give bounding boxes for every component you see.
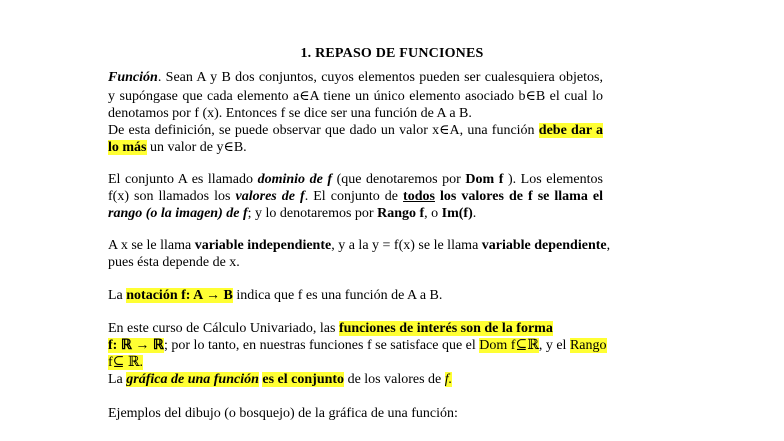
term-valores: valores de f	[235, 189, 305, 204]
definition-term: Función	[108, 70, 158, 85]
term-dominio: dominio de f	[257, 172, 333, 187]
course-line-1: En este curso de Cálculo Univariado, las funciones de interés son de la forma	[108, 321, 553, 336]
page-title: 1. REPASO DE FUNCIONES	[300, 46, 484, 61]
highlight-conjunto: es el conjunto	[262, 372, 345, 387]
domain-line-3: rango (o la imagen) de f; y lo denotaremos por Rango f, o Im(f).	[108, 206, 477, 221]
term-variable-independiente: variable independiente	[194, 238, 332, 253]
notation-line: La notación f: A → B indica que f es una función de A a B.	[108, 288, 443, 303]
highlight-f-subset: f⊆ ℝ.	[108, 355, 144, 370]
course-line-2: f: ℝ → ℝ; por lo tanto, en nuestras funciones f se satisface que el Dom f⊆ℝ, y el Rango	[108, 338, 607, 353]
domain-line-1: El conjunto A es llamado dominio de f (que denotaremos por Dom f ). Los elementos	[108, 172, 603, 187]
domain-line-2: f(x) son llamados los valores de f. El conjunto de todos los valores de f se llama el	[108, 189, 603, 204]
highlight-f: f.	[444, 372, 453, 387]
highlight-dom: Dom f⊆ℝ	[479, 338, 539, 353]
term-todos: todos	[403, 189, 435, 204]
highlight-rango: Rango	[569, 338, 607, 353]
highlight-lo-mas: lo más	[108, 140, 147, 155]
course-line-3	[108, 354, 143, 371]
highlight-debe-dar: debe dar a	[538, 123, 604, 138]
observation-line-1: De esta definición, se puede observar que dado un valor x∈A, una función debe dar a	[108, 123, 604, 138]
term-variable-dependiente: variable dependiente	[481, 238, 607, 253]
definition-line-3: denotamos por f (x). Entonces f se dice ser una función de A a B.	[108, 106, 472, 121]
highlight-notacion: notación f: A → B	[126, 288, 233, 303]
definition-line-1: Función. Sean A y B dos conjuntos, cuyos elementos pueden ser cualesquiera objetos,	[108, 70, 603, 85]
variables-line-1: A x se le llama variable independiente, y a la y = f(x) se le llama variable dependiente,	[108, 238, 611, 253]
term-rango: rango (o la imagen) de f	[108, 206, 248, 221]
course-line-4: La gráfica de una función es el conjunto de los valores de f.	[108, 372, 453, 387]
definition-line-2: y supóngase que cada elemento a∈A tiene un único elemento asociado b∈B el cual lo	[108, 89, 603, 104]
highlight-grafica: gráfica de una función	[126, 372, 259, 387]
observation-line-2: lo más un valor de y∈B.	[108, 140, 247, 155]
highlight-f-r-r: f: ℝ → ℝ	[108, 338, 164, 353]
highlight-funciones-interes: funciones de interés son de la forma	[338, 321, 553, 336]
variables-line-2: pues ésta depende de x.	[108, 255, 240, 270]
examples-line: Ejemplos del dibujo (o bosquejo) de la gráfica de una función:	[108, 406, 458, 421]
